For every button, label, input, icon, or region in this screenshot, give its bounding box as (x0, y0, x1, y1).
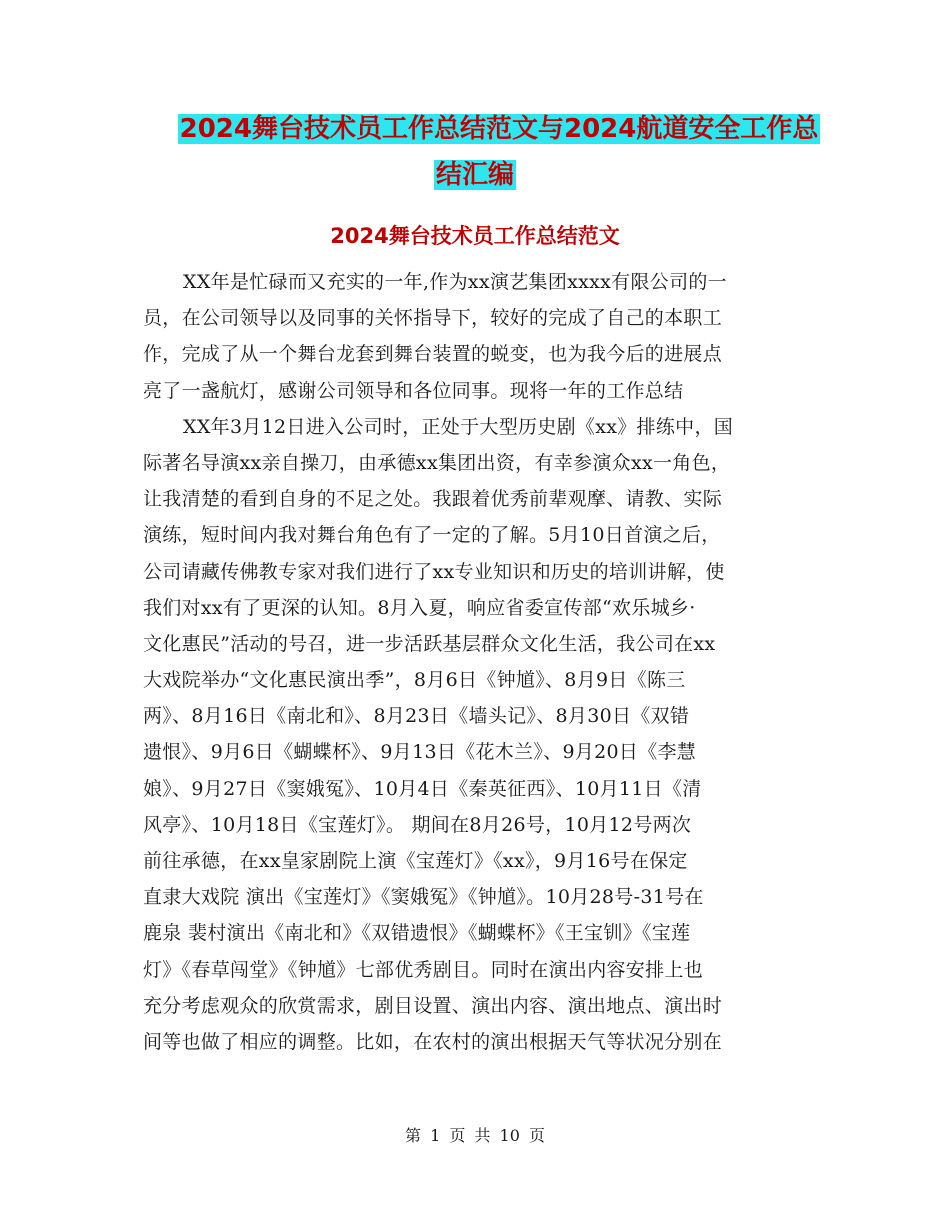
paragraph-line: 遗恨》、9月6日《蝴蝶杯》、9月13日《花木兰》、9月20日《李慧 (143, 741, 697, 764)
paragraph-line: 让我清楚的看到自身的不足之处。我跟着优秀前辈观摩、请教、实际 (143, 488, 723, 511)
paragraph-line: 风亭》、10月18日《宝莲灯》。 期间在8月26号，10月12号两次 (143, 813, 692, 836)
document-title-line-2 (0, 156, 950, 194)
paragraph-line: 鹿泉 裴村演出《南北和》《双错遗恨》《蝴蝶杯》《王宝钏》《宝莲 (143, 922, 691, 945)
paragraph-line: 娘》、9月27日《窦娥冤》、10月4日《秦英征西》、10月11日《清 (143, 777, 702, 800)
paragraph-line: 际著名导演xx亲自操刀，由承德xx集团出资，有幸参演众xx一角色， (143, 451, 731, 474)
paragraph-line: 间等也做了相应的调整。比如，在农村的演出根据天气等状况分别在 (143, 1030, 723, 1053)
paragraph-line: 演练，短时间内我对舞台角色有了一定的了解。5月10日首演之后， (143, 524, 721, 547)
paragraph-line: 充分考虑观众的欣赏需求，剧目设置、演出内容、演出地点、演出时 (143, 994, 723, 1017)
document-title-line-1 (24, 110, 950, 148)
paragraph-line: 大戏院举办“文化惠民演出季”，8月6日《钟馗》、8月9日《陈三 (143, 669, 686, 692)
paragraph-line: XX年3月12日进入公司时，正处于大型历史剧《xx》排练中，国 (183, 415, 734, 438)
paragraph-line: 亮了一盏航灯，感谢公司领导和各位同事。现将一年的工作总结 (143, 379, 684, 402)
document-title-text-1: 2024舞台技术员工作总结范文与2024航道安全工作总 (179, 114, 819, 144)
paragraph-line: XX年是忙碌而又充实的一年,作为xx演艺集团xxxx有限公司的一 (183, 271, 727, 293)
paragraph-line: 公司请藏传佛教专家对我们进行了xx专业知识和历史的培训讲解，使 (143, 560, 725, 583)
paragraph-line: 作，完成了从一个舞台龙套到舞台装置的蜕变，也为我今后的进展点 (143, 343, 723, 366)
body-text (143, 264, 805, 1060)
paragraph-line: 灯》《春草闯堂》《钟馗》七部优秀剧目。同时在演出内容安排上也 (143, 958, 704, 981)
paragraph-line: 前往承德，在xx皇家剧院上演《宝莲灯》《xx》，9月16号在保定 (143, 850, 688, 872)
paragraph-line: 员，在公司领导以及同事的关怀指导下，较好的完成了自己的本职工 (143, 307, 723, 330)
page-footer: 第 1 页 共 10 页 (405, 1126, 545, 1145)
section-heading: 2024舞台技术员工作总结范文 (330, 224, 620, 248)
document-title-text-2: 结汇编 (435, 160, 514, 190)
paragraph-line: 直隶大戏院 演出《宝莲灯》《窦娥冤》《钟馗》。10月28号-31号在 (143, 886, 704, 909)
paragraph-line: 我们对xx有了更深的认知。8月入夏，响应省委宣传部“欢乐城乡· (143, 596, 696, 619)
paragraph-line: 两》、8月16日《南北和》、8月23日《墙头记》、8月30日《双错 (143, 705, 690, 728)
paragraph-line: 文化惠民”活动的号召，进一步活跃基层群众文化生活，我公司在xx (143, 632, 716, 655)
